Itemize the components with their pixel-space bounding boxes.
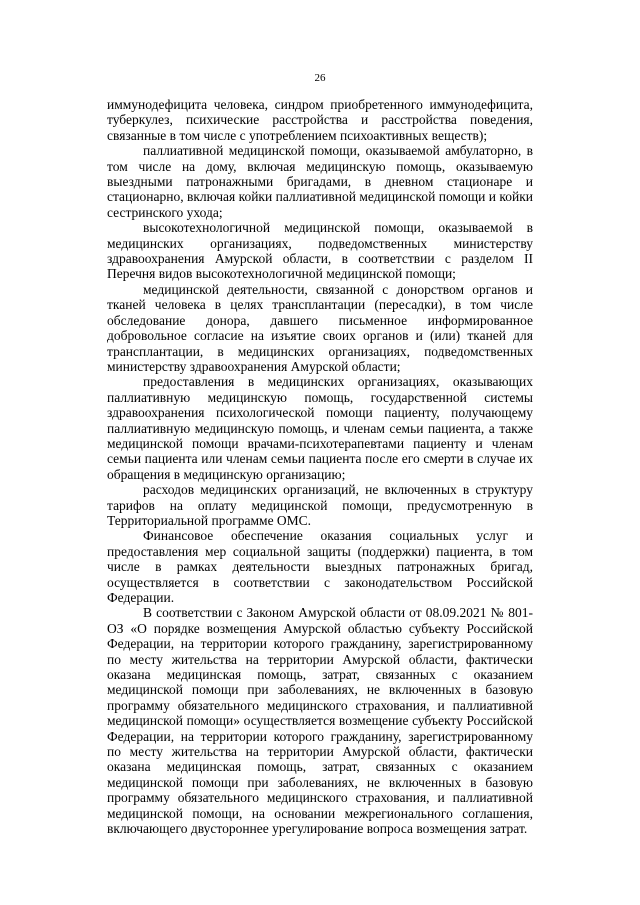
document-body xyxy=(107,97,533,837)
paragraph: иммунодефицита человека, синдром приобретенного иммунодефицита, туберкулез, психические расстройства и расстройства поведения, связанные в том числе с употреблением психоактивных веществ); xyxy=(107,97,533,143)
paragraph: высокотехнологичной медицинской помощи, оказываемой в медицинских организациях, подведомственных министерству здравоохранения Амурской области, в соответствии с разделом II Перечня видов высокотехнологичной медицинской помощи; xyxy=(107,220,533,282)
paragraph: Финансовое обеспечение оказания социальных услуг и предоставления мер социальной защиты (поддержки) пациента, в том числе в рамках деятельности выездных патронажных бригад, осуществляется в соответствии с законодательством Российской Федерации. xyxy=(107,528,533,605)
paragraph: В соответствии с Законом Амурской области от 08.09.2021 № 801-ОЗ «О порядке возмещения Амурской областью субъекту Российской Федерации, на территории которого гражданину, зарегистрированному по месту жительства на территории Амурской области, фактически оказана медицинская помощь, затрат, связанных с оказанием медицинской помощи при заболеваниях, не включенных в базовую программу обязательного медицинского страхования, и паллиативной медицинской помощи» осуществляется возмещение субъекту Российской Федерации, на территории которого гражданину, зарегистрированному по месту жительства на территории Амурской области, фактически оказана медицинская помощь, затрат, связанных с оказанием медицинской помощи при заболеваниях, не включенных в базовую программу обязательного медицинского страхования, и паллиативной медицинской помощи, на основании межрегионального соглашения, включающего двустороннее урегулирование вопроса возмещения затрат. xyxy=(107,605,533,837)
paragraph: предоставления в медицинских организациях, оказывающих паллиативную медицинскую помощь, государственной системы здравоохранения психологической помощи пациенту, получающему паллиативную медицинскую помощь, и членам семьи пациента, а также медицинской помощи врачами-психотерапевтами пациенту и членам семьи пациента или членам семьи пациента после его смерти в случае их обращения в медицинскую организацию; xyxy=(107,374,533,482)
paragraph: расходов медицинских организаций, не включенных в структуру тарифов на оплату медицинской помощи, предусмотренную в Территориальной программе ОМС. xyxy=(107,482,533,528)
paragraph: медицинской деятельности, связанной с донорством органов и тканей человека в целях трансплантации (пересадки), в том числе обследование донора, давшего письменное информированное добровольное согласие на изъятие своих органов и (или) тканей для трансплантации, в медицинских организациях, подведомственных министерству здравоохранения Амурской области; xyxy=(107,281,533,374)
page-number: 26 xyxy=(314,72,326,84)
paragraph: паллиативной медицинской помощи, оказываемой амбулаторно, в том числе на дому, включая медицинскую помощь, оказываемую выездными патронажными бригадами, в дневном стационаре и стационарно, включая койки паллиативной медицинской помощи и койки сестринского ухода; xyxy=(107,143,533,220)
